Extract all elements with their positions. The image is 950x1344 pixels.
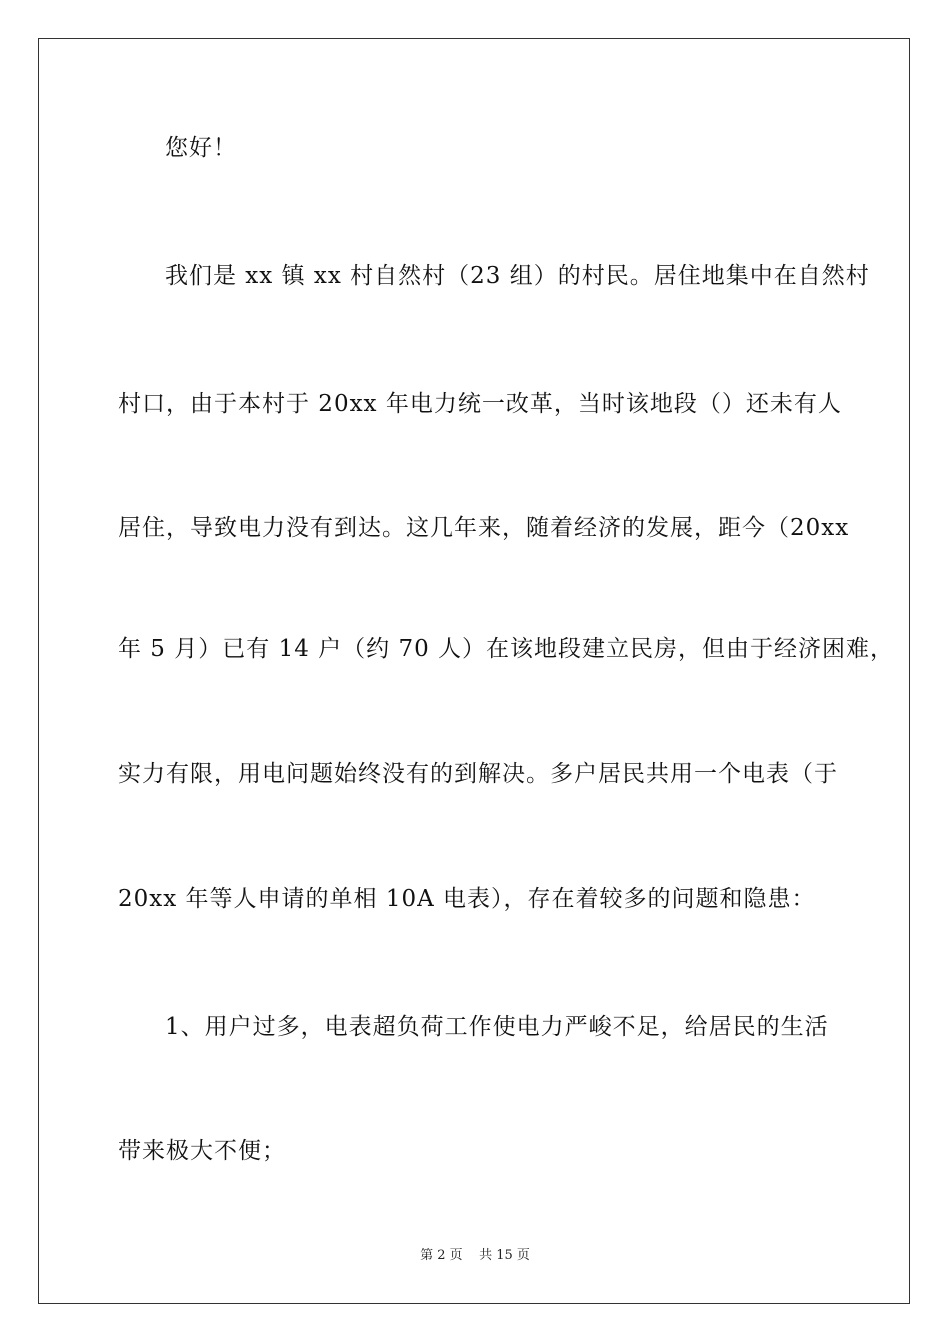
list-item-1-line-2: 带来极大不便； [118, 1138, 286, 1164]
body-line-5: 实力有限，用电问题始终没有的到解决。多户居民共用一个电表（于 [118, 761, 838, 787]
body-line-4: 年 5 月）已有 14 户（约 70 人）在该地段建立民房，但由于经济困难， [118, 636, 895, 662]
page-border [38, 38, 910, 1304]
list-item-1-line-1: 1、用户过多，电表超负荷工作使电力严峻不足，给居民的生活 [165, 1014, 829, 1040]
greeting-line: 您好！ [165, 135, 237, 161]
page-number: 第 2 页 共 15 页 [420, 1248, 530, 1263]
body-line-6: 20xx 年等人申请的单相 10A 电表），存在着较多的问题和隐患： [118, 886, 816, 912]
body-line-1: 我们是 xx 镇 xx 村自然村（23 组）的村民。居住地集中在自然村 [165, 263, 870, 289]
body-line-2: 村口，由于本村于 20xx 年电力统一改革，当时该地段（）还未有人 [118, 391, 842, 417]
body-line-3: 居住，导致电力没有到达。这几年来，随着经济的发展，距今（20xx [118, 515, 850, 541]
